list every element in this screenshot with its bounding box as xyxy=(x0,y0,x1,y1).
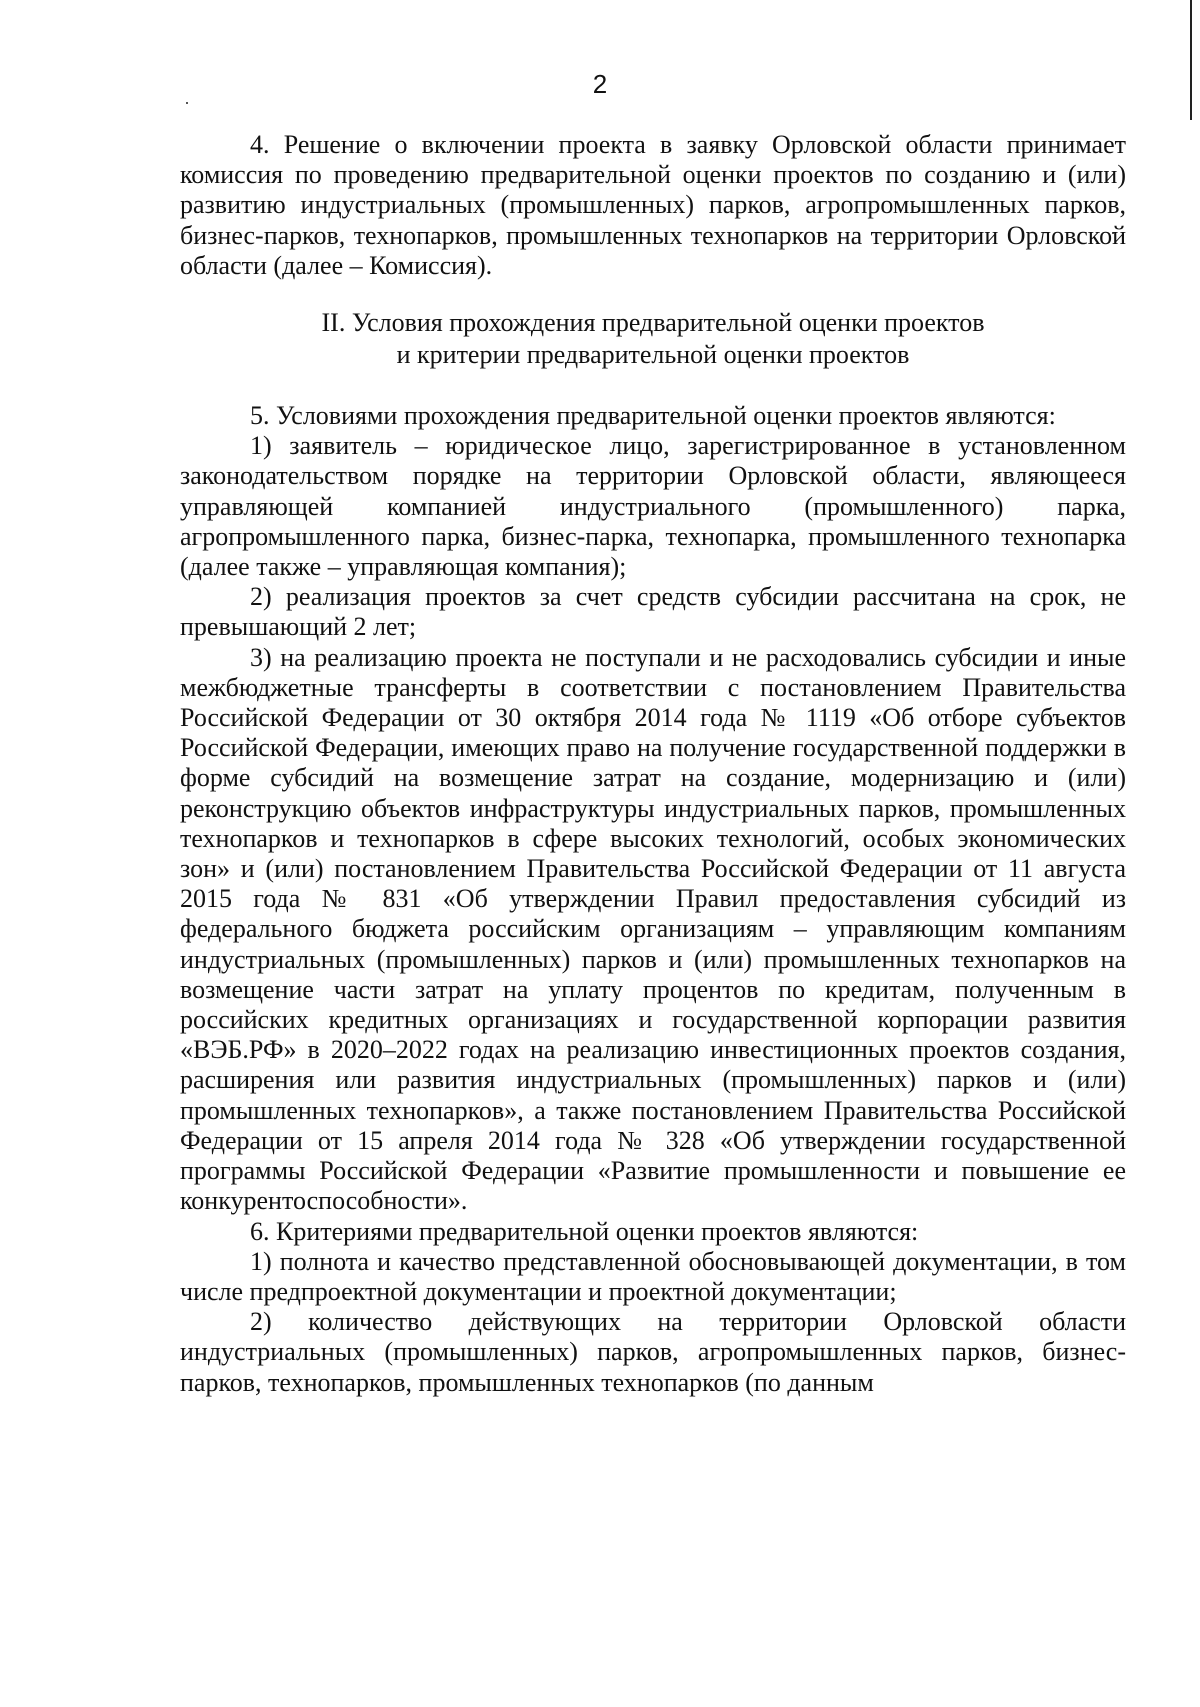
section-heading xyxy=(180,307,1126,371)
paragraph-6: 6. Критериями предварительной оценки проектов являются: xyxy=(250,1216,919,1246)
paragraph-4: 4. Решение о включении проекта в заявку Орловской области принимает комиссия по проведению предварительной оценки проектов по созданию и (или) развитию индустриальных (промышленных) парков, агропромышленных парков, бизнес-парков, технопарков, промышленных технопарков на территории Орловской области (далее – Комиссия). xyxy=(180,130,1126,280)
scan-speck xyxy=(186,102,188,104)
page-number: 2 xyxy=(592,69,608,99)
paragraph-6-item-2: 2) количество действующих на территории Орловской области индустриальных (промышленных) парков, агропромышленных парков, бизнес-парков, технопарков, промышленных технопарков (по данным xyxy=(180,1307,1126,1397)
document-body xyxy=(180,130,1126,1398)
section-heading-line-1: II. Условия прохождения предварительной оценки проектов xyxy=(321,308,985,338)
paragraph-6-item-1: 1) полнота и качество представленной обосновывающей документации, в том числе предпроектной документации и проектной документации; xyxy=(180,1246,1126,1306)
paragraph-5-item-1: 1) заявитель – юридическое лицо, зарегистрированное в установленном законодательством порядке на территории Орловской области, являющееся управляющей компанией индустриального (промышленного) парка, агропромышленного парка, бизнес-парка, технопарка, промышленного технопарка (далее также – управляющая компания); xyxy=(180,431,1126,582)
paragraph-5-item-2: 2) реализация проектов за счет средств субсидии рассчитана на срок, не превышающий 2 лет; xyxy=(180,582,1126,642)
paragraph-5-item-3: 3) на реализацию проекта не поступали и не расходовались субсидии и иные межбюджетные трансферты в соответствии с постановлением Правительства Российской Федерации от 30 октября 2014 года № 1119 «Об отборе субъектов Российской Федерации, имеющих право на получение государственной поддержки в форме субсидий на возмещение затрат на создание, модернизацию и (или) реконструкцию объектов инфраструктуры индустриальных парков, промышленных технопарков и технопарков в сфере высоких технологий, особых экономических зон» и (или) постановлением Правительства Российской Федерации от 11 августа 2015 года № 831 «Об утверждении Правил предоставления субсидий из федерального бюджета российским организациям – управляющим компаниям индустриальных (промышленных) парков и (или) промышленных технопарков на возмещение части затрат на уплату процентов по кредитам, полученным в российских кредитных организациях и государственной корпорации развития «ВЭБ.РФ» в 2020–2022 годах на реализацию инвестиционных проектов создания, расширения или развития индустриальных (промышленных) парков и (или) промышленных технопарков», а также постановлением Правительства Российской Федерации от 15 апреля 2014 года № 328 «Об утверждении государственной программы Российской Федерации «Развитие промышленности и повышение ее конкурентоспособности». xyxy=(180,642,1126,1216)
scan-edge-line xyxy=(1190,0,1192,120)
section-heading-line-2: и критерии предварительной оценки проектов xyxy=(396,340,910,370)
paragraph-5: 5. Условиями прохождения предварительной оценки проектов являются: xyxy=(250,401,1056,431)
